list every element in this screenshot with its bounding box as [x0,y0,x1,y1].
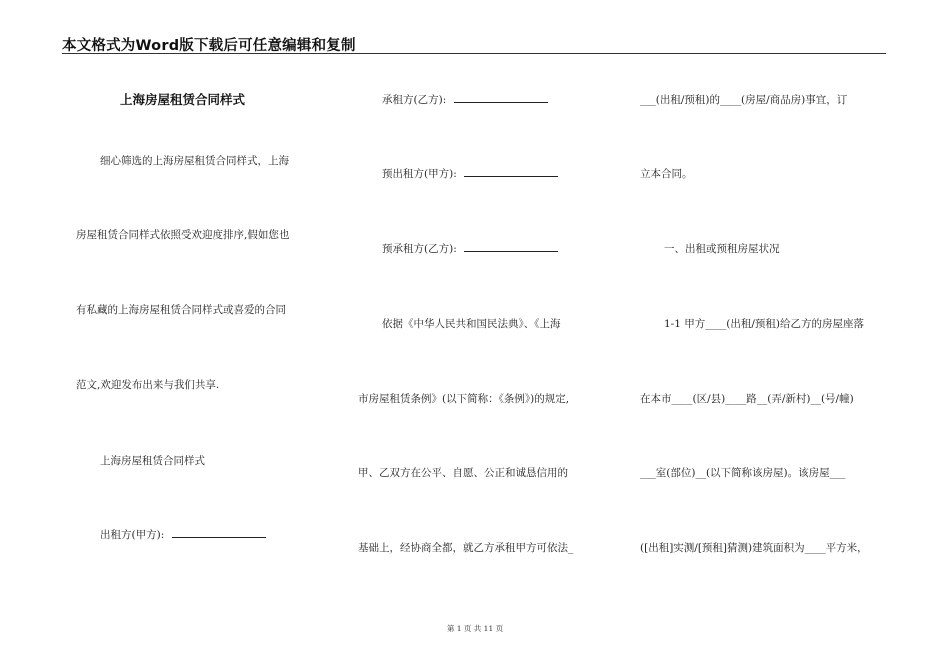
lessee-label: 承租方(乙方): [382,94,450,106]
page-header-title: 本文格式为Word版下载后可任意编辑和复制 [62,38,356,54]
page-number-footer: 第 1 页 共 11 页 [446,624,504,633]
pre-lessor-label: 预出租方(甲方): [382,168,461,180]
paragraph-line: 房屋租赁合同样式依照受欢迎度排序,假如您也 [76,229,290,241]
pre-lessee-field-row [358,242,558,256]
paragraph-line: 1-1 甲方____(出租/预租)给乙方的房屋座落 [664,318,864,330]
paragraph-line: 依据《中华人民共和国民法典》、《上海 [382,318,561,330]
lessee-blank-line [454,93,548,103]
paragraph-line: 细心筛选的上海房屋租赁合同样式，上海 [100,155,289,167]
paragraph-line: 甲、乙双方在公平、自愿、公正和诚恳信用的 [358,467,568,479]
text-column-3 [640,0,890,672]
text-column-2 [358,0,618,672]
section-heading: 一、出租或预租房屋状况 [664,243,780,255]
paragraph-line: ___室(部位)__(以下简称该房屋)。该房屋___ [640,467,846,479]
paragraph-line: ([出租]实测/[预租]猜测)建筑面积为____平方米， [640,542,868,554]
lessee-field-row [358,93,548,107]
lessor-blank-line [172,528,266,538]
paragraph-line: 市房屋租赁条例》(以下简称：《条例》)的规定, [358,393,570,405]
paragraph-line: 立本合同。 [640,168,693,180]
text-column-1 [76,0,326,672]
paragraph-line: 基础上，经协商全都，就乙方承租甲方可依法_ [358,542,574,554]
pre-lessee-label: 预承租方(乙方): [382,243,461,255]
pre-lessee-blank-line [464,242,558,252]
paragraph-line: 在本市____(区/县)____路__(弄/新村)__(号/幢) [640,393,854,405]
lessor-label: 出租方(甲方): [100,529,168,541]
document-title: 上海房屋租赁合同样式 [120,92,246,107]
section-subtitle: 上海房屋租赁合同样式 [100,455,205,467]
paragraph-line: ___(出租/预租)的____(房屋/商品房)事宜，订 [640,94,848,106]
pre-lessor-blank-line [464,167,558,177]
lessor-field-row [76,528,266,542]
paragraph-line: 有私藏的上海房屋租赁合同样式或喜爱的合同 [76,304,286,316]
paragraph-line: 范文,欢迎发布出来与我们共享. [76,379,220,391]
pre-lessor-field-row [358,167,558,181]
